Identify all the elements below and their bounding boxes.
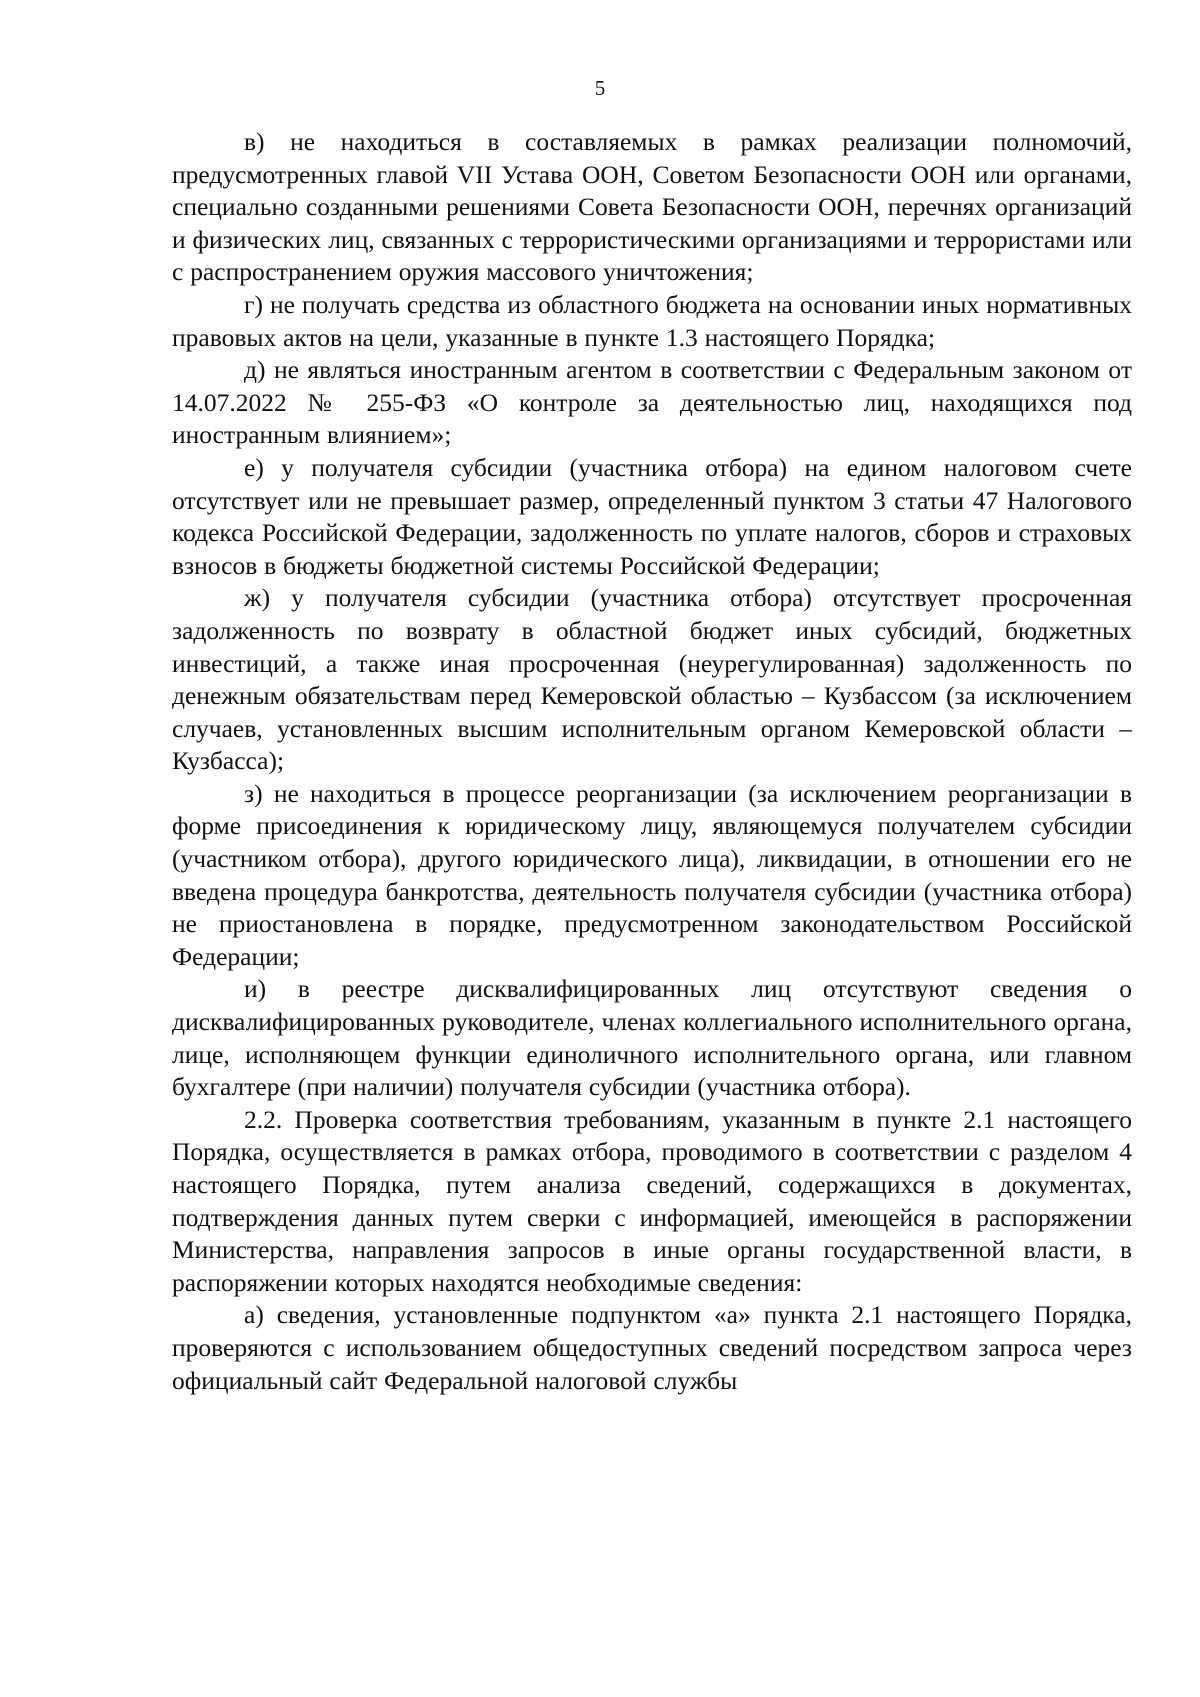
paragraph-g: г) не получать средства из областного бюджета на основании иных нормативных правовых актов на цели, указанные в пункте 1.3 настоящего Порядка; bbox=[172, 289, 1132, 352]
paragraph-v: в) не находиться в составляемых в рамках реализации полномочий, предусмотренных главой VII Устава ООН, Советом Безопасности ООН или органами, специально созданными решениями Совета Безопасности ООН, перечнях организаций и физических лиц, связанных с террористическими организациями и террористами или с распространением оружия массового уничтожения; bbox=[172, 127, 1132, 287]
paragraph-z: з) не находиться в процессе реорганизации (за исключением реорганизации в форме присоединения к юридическому лицу, являющемуся получателем субсидии (участником отбора), другого юридического лица), ликвидации, в отношении его не введена процедура банкротства, деятельность получателя субсидии (участника отбора) не приостановлена в порядке, предусмотренном законодательством Российской Федерации; bbox=[172, 778, 1132, 971]
paragraph-zh: ж) у получателя субсидии (участника отбора) отсутствует просроченная задолженность по возврату в областной бюджет иных субсидий, бюджетных инвестиций, а также иная просроченная (неурегулированная) задолженность по денежным обязательствам перед Кемеровской областью – Кузбассом (за исключением случаев, установленных высшим исполнительным органом Кемеровской области – Кузбасса); bbox=[172, 583, 1132, 776]
paragraph-e: е) у получателя субсидии (участника отбора) на едином налоговом счете отсутствует или не превышает размер, определенный пунктом 3 статьи 47 Налогового кодекса Российской Федерации, задолженность по уплате налогов, сборов и страховых взносов в бюджеты бюджетной системы Российской Федерации; bbox=[172, 452, 1132, 580]
document-body bbox=[172, 126, 1132, 1397]
page-number: 5 bbox=[594, 76, 606, 100]
paragraph-d: д) не являться иностранным агентом в соответствии с Федеральным законом от 14.07.2022 № 255-ФЗ «О контроле за деятельностью лиц, находящихся под иностранным влиянием»; bbox=[172, 355, 1132, 450]
paragraph-2-2: 2.2. Проверка соответствия требованиям, указанным в пункте 2.1 настоящего Порядка, осуществляется в рамках отбора, проводимого в соответствии с разделом 4 настоящего Порядка, путем анализа сведений, содержащихся в документах, подтверждения данных путем сверки с информацией, имеющейся в распоряжении Министерства, направления запросов в иные органы государственной власти, в распоряжении которых находятся необходимые сведения: bbox=[172, 1104, 1132, 1297]
paragraph-a: а) сведения, установленные подпунктом «а» пункта 2.1 настоящего Порядка, проверяются с использованием общедоступных сведений посредством запроса через официальный сайт Федеральной налоговой службы bbox=[172, 1300, 1132, 1395]
paragraph-i: и) в реестре дисквалифицированных лиц отсутствуют сведения о дисквалифицированных руководителе, членах коллегиального исполнительного органа, лице, исполняющем функции единоличного исполнительного органа, или главном бухгалтере (при наличии) получателя субсидии (участника отбора). bbox=[172, 974, 1132, 1102]
